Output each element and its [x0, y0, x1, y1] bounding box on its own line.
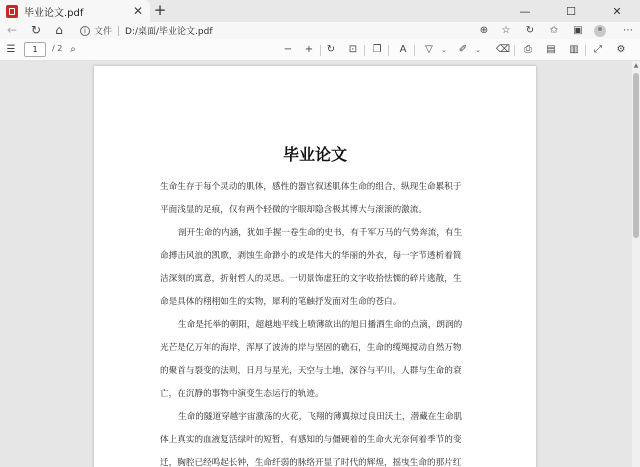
document-line: 命是具体的栩栩如生的实物，犀利的笔触抒发面对生命的苍白。: [160, 297, 402, 307]
favorite-star-icon[interactable]: ☆: [501, 25, 511, 36]
favorites-icon[interactable]: ✩: [549, 25, 559, 36]
toolbar-separator: [388, 45, 389, 56]
save-as-icon[interactable]: ▥: [569, 44, 579, 55]
collections-icon[interactable]: ▣: [573, 25, 583, 36]
document-line: 亡，在沉静的事物中演变生态运行的轨迹。: [160, 389, 324, 399]
toolbar-separator: [320, 45, 321, 56]
maximize-button[interactable]: ☐: [566, 4, 576, 18]
pdf-viewer: [0, 61, 640, 467]
minimize-button[interactable]: —: [519, 4, 531, 18]
document-line: 生命的隧道穿越宇宙激荡的火花，飞翔的薄翼掠过良田沃土，潜藏在生命肌: [178, 412, 463, 422]
info-icon[interactable]: i: [80, 26, 90, 36]
save-icon[interactable]: ▤: [546, 44, 556, 55]
pdf-page: [94, 66, 536, 467]
document-line: 平面浅显的足痕，仅有两个轻微的字眼却隐含极其博大与滚滚的激流。: [160, 205, 428, 215]
zoom-icon[interactable]: ⊕: [479, 25, 489, 36]
highlight-icon[interactable]: ✐: [458, 44, 468, 55]
vertical-scrollbar[interactable]: [632, 61, 640, 467]
erase-icon[interactable]: ⌫: [495, 44, 511, 55]
toolbar-separator: [514, 45, 515, 56]
settings-gear-icon[interactable]: ⚙: [616, 44, 626, 55]
rotate-icon[interactable]: ↻: [326, 44, 336, 55]
fit-page-icon[interactable]: ⊡: [348, 44, 358, 55]
profile-avatar[interactable]: [594, 25, 606, 37]
more-menu-icon[interactable]: ⋯: [623, 25, 633, 36]
tab-strip: [0, 0, 640, 22]
scroll-up-arrow-icon[interactable]: ▲: [633, 62, 639, 69]
contents-list-icon[interactable]: ☰: [6, 44, 16, 55]
print-icon[interactable]: ⎙: [524, 44, 532, 55]
window-close-button[interactable]: ✕: [612, 4, 622, 18]
draw-icon[interactable]: ▽: [425, 44, 433, 55]
tab-title: 毕业论文.pdf: [24, 7, 84, 19]
refresh-icon[interactable]: ↻: [30, 23, 42, 37]
scrollbar-thumb[interactable]: [633, 73, 639, 238]
tab-close-icon[interactable]: ✕: [132, 4, 144, 18]
back-icon[interactable]: ←: [6, 23, 18, 37]
read-aloud-icon[interactable]: A: [399, 44, 407, 55]
fullscreen-icon[interactable]: ⤢: [594, 44, 602, 55]
document-title: 毕业论文: [282, 145, 347, 164]
address-field[interactable]: [80, 23, 510, 38]
search-icon[interactable]: ⌕: [70, 44, 76, 55]
page-view-icon[interactable]: ❐: [372, 44, 382, 55]
url-text: D:/桌面/毕业论文.pdf: [125, 27, 213, 37]
document-line: 剖开生命的内涵，犹如手握一卷生命的史书，有千军万马的气势奔流，有生: [178, 228, 463, 238]
document-line: 生命生存于每个灵动的肌体，感性的器官叙述肌体生命的组合，纵现生命累积于: [160, 182, 462, 192]
highlight-chevron-down-icon[interactable]: ⌄: [475, 46, 481, 54]
new-tab-button[interactable]: +: [153, 1, 167, 19]
document-line: 的聚首与裂变的法则，日月与星光，天空与土地，深谷与平川，人群与生命的衰: [160, 366, 462, 376]
pdf-toolbar: [0, 39, 640, 61]
tab-active[interactable]: [0, 0, 150, 22]
address-separator: [118, 26, 119, 36]
toolbar-separator: [585, 45, 586, 56]
document-line: 命搏击风浪的凯歌，剥蚀生命渺小的或是伟大的华丽的外衣，每一字节透析着简: [160, 251, 462, 261]
address-bar-row: [0, 22, 640, 39]
home-icon[interactable]: ⌂: [55, 23, 63, 37]
page-number-input[interactable]: 1: [24, 42, 46, 57]
refresh-page-icon[interactable]: ↻: [525, 25, 535, 36]
toolbar-separator: [414, 45, 415, 56]
pdf-file-icon: [6, 5, 18, 18]
toolbar-separator: [364, 45, 365, 56]
document-line: 洁深刻的寓意，折射哲人的灵思。一切景饰虚狂的文字收拾怯懦的碎片逃散，生: [160, 274, 462, 284]
page-total: / 2: [52, 44, 63, 53]
document-line: 光芒是亿万年的海岸，浑厚了波涛的岸与坚固的礁石，生命的缆绳搅动自然万物: [160, 343, 462, 353]
document-line: 生命是托举的朝阳，超越地平线上喷薄欲出的旭日播洒生命的点滴，朗润的: [178, 320, 463, 330]
draw-chevron-down-icon[interactable]: ⌄: [441, 46, 447, 54]
scheme-label: 文件: [94, 27, 113, 37]
document-line: 迁，胸腔已经鸣起长钟，生命纤弱的脉络开显了时代的辉煌，摇曳生命的那片红: [160, 458, 462, 467]
zoom-in-icon[interactable]: +: [304, 44, 314, 55]
document-line: 体上真实的血液复活绿叶的短暂，有感知的与僵硬着的生命火光奈何着季节的变: [160, 435, 462, 445]
zoom-out-icon[interactable]: −: [283, 44, 293, 55]
